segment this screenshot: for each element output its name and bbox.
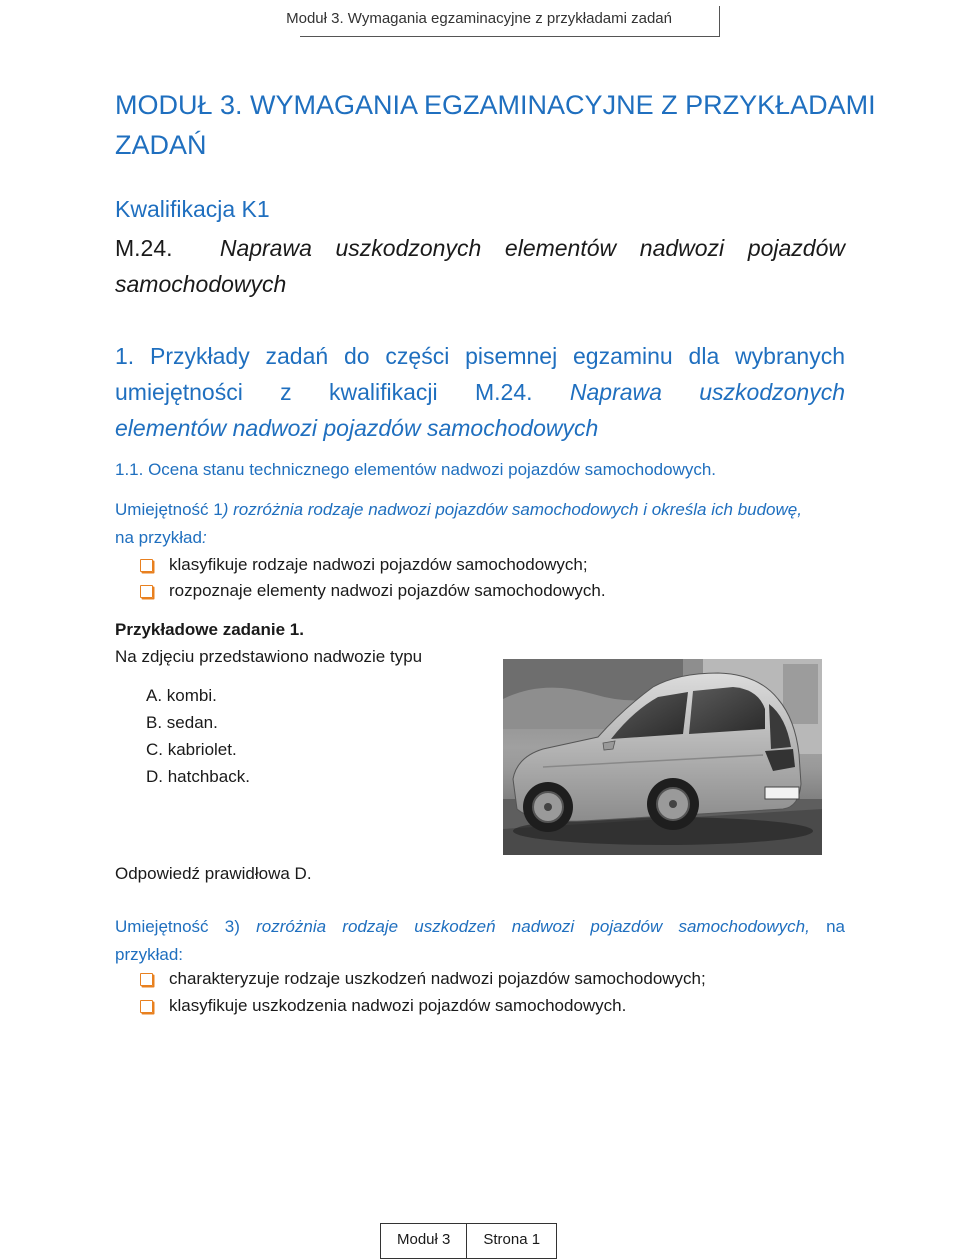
- skill-1: [115, 496, 845, 552]
- skill-3-text: rozróżnia rodzaje uszkodzeń nadwozi pojazdów samochodowych,: [256, 917, 810, 936]
- section-heading-line3: elementów nadwozi pojazdów samochodowych: [115, 415, 599, 441]
- footer-page-number: Strona 1: [466, 1224, 556, 1258]
- running-header-title: Moduł 3. Wymagania egzaminacyjne z przykładami zadań: [286, 10, 672, 27]
- page-title-line1: MODUŁ 3. WYMAGANIA EGZAMINACYJNE Z PRZYKŁADAMI: [115, 90, 876, 120]
- header-rule: [300, 36, 720, 37]
- list-item-text: klasyfikuje rodzaje nadwozi pojazdów samochodowych;: [169, 555, 588, 574]
- footer-module: Moduł 3: [397, 1231, 451, 1248]
- subsection-heading: 1.1. Ocena stanu technicznego elementów nadwozi pojazdów samochodowych.: [115, 460, 717, 479]
- section-heading-line2-italic: Naprawa uszkodzonych: [569, 379, 846, 405]
- skill-1-colon: :: [201, 528, 207, 547]
- list-item-text: charakteryzuje rodzaje uszkodzeń nadwozi pojazdów samochodowych;: [169, 969, 706, 988]
- running-header: [286, 6, 720, 38]
- checkbox-bullet-icon: [140, 1000, 153, 1013]
- skill-1-tail: na przykład: [115, 528, 202, 547]
- module-name-line2: samochodowych: [115, 271, 287, 297]
- answer-option-c: C. kabriolet.: [146, 740, 237, 759]
- list-item: [140, 555, 588, 575]
- skill-3-line2: przykład:: [115, 945, 184, 964]
- skill-1-prefix: Umiejętność 1: [115, 500, 223, 519]
- section-heading-line2-pre: umiejętności z kwalifikacji: [115, 379, 438, 405]
- correct-answer: Odpowiedź prawidłowa D.: [115, 864, 312, 883]
- list-item: [140, 996, 626, 1016]
- qualification-label: Kwalifikacja K1: [115, 196, 270, 222]
- page-footer: [380, 1223, 557, 1259]
- list-item: [140, 969, 706, 989]
- module-name-line1: Naprawa uszkodzonych elementów nadwozi pojazdów: [219, 235, 845, 261]
- page-title: [115, 85, 876, 165]
- answer-option-a: A. kombi.: [146, 686, 217, 705]
- header-rule-tick: [719, 6, 720, 36]
- page-title-line2: ZADAŃ: [115, 130, 207, 160]
- section-heading-code: M.24.: [475, 379, 533, 405]
- module-title: [115, 230, 845, 302]
- hatchback-car-photo: [503, 659, 822, 855]
- checkbox-bullet-icon: [140, 559, 153, 572]
- checkbox-bullet-icon: [140, 585, 153, 598]
- task-question: Na zdjęciu przedstawiono nadwozie typu: [115, 647, 423, 666]
- skill-3: [115, 913, 845, 969]
- answer-option-d: D. hatchback.: [146, 767, 250, 786]
- skill-3-na: na: [826, 917, 845, 936]
- checkbox-bullet-icon: [140, 973, 153, 986]
- list-item-text: klasyfikuje uszkodzenia nadwozi pojazdów samochodowych.: [169, 996, 627, 1015]
- list-item: [140, 581, 606, 601]
- skill-1-text: ) rozróżnia rodzaje nadwozi pojazdów samochodowych i określa ich budowę,: [222, 500, 802, 519]
- list-item-text: rozpoznaje elementy nadwozi pojazdów samochodowych.: [169, 581, 606, 600]
- section-heading: [115, 338, 845, 446]
- section-heading-line1: 1. Przykłady zadań do części pisemnej egzaminu dla wybranych: [115, 343, 845, 369]
- skill-3-prefix: Umiejętność 3): [115, 917, 240, 936]
- answer-option-b: B. sedan.: [146, 713, 218, 732]
- task-label: Przykładowe zadanie 1.: [115, 620, 304, 639]
- module-code: M.24.: [115, 235, 173, 261]
